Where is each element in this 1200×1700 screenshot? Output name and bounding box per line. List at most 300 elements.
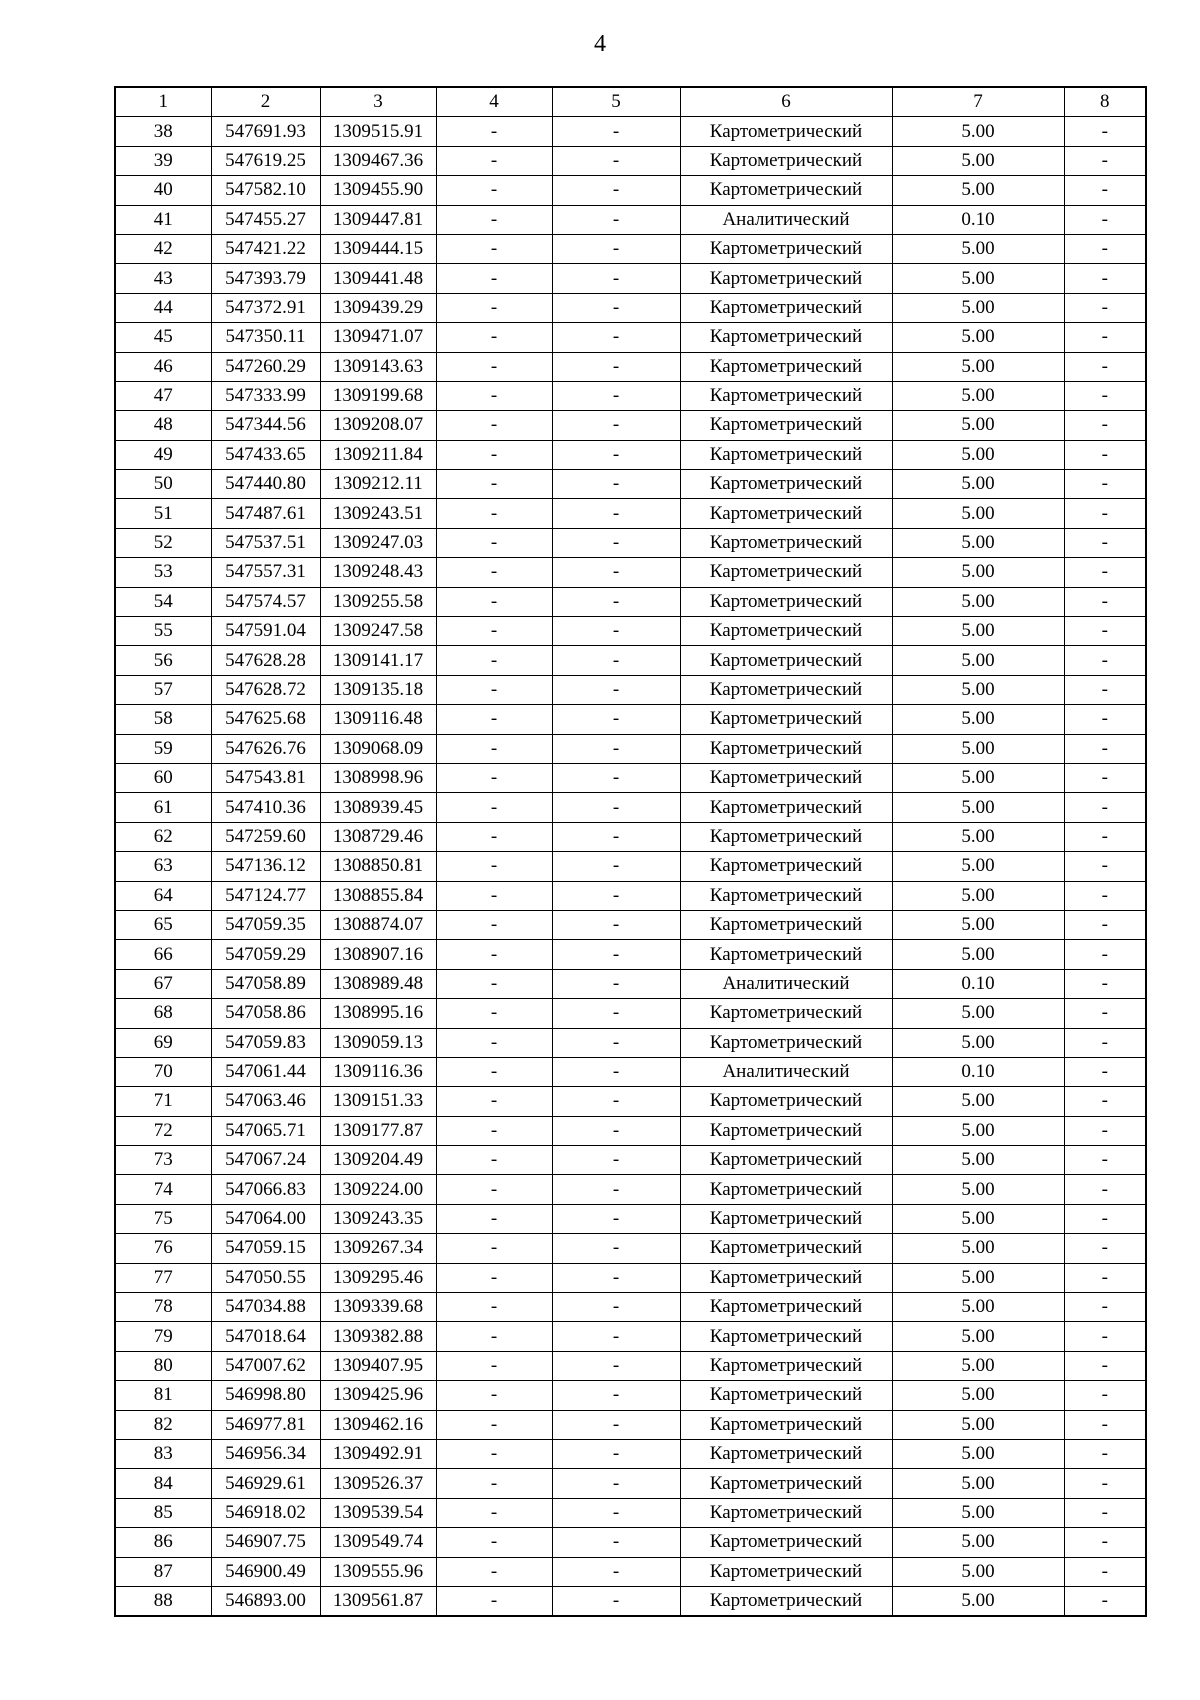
column-8-cell: - bbox=[1064, 1381, 1146, 1410]
column-8-cell: - bbox=[1064, 822, 1146, 851]
column-5-cell: - bbox=[552, 1381, 680, 1410]
column-5-cell: - bbox=[552, 793, 680, 822]
x-coordinate-cell: 547691.93 bbox=[211, 117, 320, 146]
y-coordinate-cell: 1309471.07 bbox=[320, 323, 436, 352]
y-coordinate-cell: 1309492.91 bbox=[320, 1439, 436, 1468]
method-cell: Картометрический bbox=[680, 793, 892, 822]
column-8-cell: - bbox=[1064, 910, 1146, 939]
x-coordinate-cell: 547455.27 bbox=[211, 205, 320, 234]
accuracy-cell: 5.00 bbox=[892, 1528, 1064, 1557]
accuracy-cell: 5.00 bbox=[892, 1175, 1064, 1204]
y-coordinate-cell: 1309224.00 bbox=[320, 1175, 436, 1204]
x-coordinate-cell: 547059.35 bbox=[211, 910, 320, 939]
column-4-cell: - bbox=[436, 411, 552, 440]
method-cell: Картометрический bbox=[680, 470, 892, 499]
y-coordinate-cell: 1309208.07 bbox=[320, 411, 436, 440]
method-cell: Картометрический bbox=[680, 1263, 892, 1292]
column-8-cell: - bbox=[1064, 881, 1146, 910]
x-coordinate-cell: 547059.15 bbox=[211, 1234, 320, 1263]
table-row bbox=[115, 1263, 1146, 1292]
column-8-cell: - bbox=[1064, 1057, 1146, 1086]
accuracy-cell: 5.00 bbox=[892, 1146, 1064, 1175]
accuracy-cell: 5.00 bbox=[892, 176, 1064, 205]
y-coordinate-cell: 1309247.03 bbox=[320, 528, 436, 557]
x-coordinate-cell: 547410.36 bbox=[211, 793, 320, 822]
point-number-cell: 71 bbox=[115, 1087, 211, 1116]
x-coordinate-cell: 547136.12 bbox=[211, 852, 320, 881]
x-coordinate-cell: 547557.31 bbox=[211, 558, 320, 587]
column-5-cell: - bbox=[552, 528, 680, 557]
y-coordinate-cell: 1309143.63 bbox=[320, 352, 436, 381]
column-4-cell: - bbox=[436, 528, 552, 557]
method-cell: Картометрический bbox=[680, 675, 892, 704]
column-number-header: 1 bbox=[115, 87, 211, 117]
page-number: 4 bbox=[594, 31, 606, 57]
method-cell: Картометрический bbox=[680, 1586, 892, 1616]
point-number-cell: 49 bbox=[115, 440, 211, 469]
y-coordinate-cell: 1309439.29 bbox=[320, 293, 436, 322]
column-5-header: 5 bbox=[552, 87, 680, 117]
y-coordinate-cell: 1309243.51 bbox=[320, 499, 436, 528]
accuracy-cell: 5.00 bbox=[892, 352, 1064, 381]
table-row bbox=[115, 411, 1146, 440]
point-number-cell: 61 bbox=[115, 793, 211, 822]
column-4-cell: - bbox=[436, 1439, 552, 1468]
column-5-cell: - bbox=[552, 499, 680, 528]
y-coordinate-cell: 1309555.96 bbox=[320, 1557, 436, 1586]
y-coordinate-cell: 1309444.15 bbox=[320, 234, 436, 263]
y-coordinate-cell: 1309212.11 bbox=[320, 470, 436, 499]
column-5-cell: - bbox=[552, 1116, 680, 1145]
column-8-cell: - bbox=[1064, 587, 1146, 616]
column-8-cell: - bbox=[1064, 1322, 1146, 1351]
column-8-header: 8 bbox=[1064, 87, 1146, 117]
column-8-cell: - bbox=[1064, 1528, 1146, 1557]
column-5-cell: - bbox=[552, 1293, 680, 1322]
column-4-cell: - bbox=[436, 117, 552, 146]
column-5-cell: - bbox=[552, 1557, 680, 1586]
method-cell: Картометрический bbox=[680, 176, 892, 205]
x-coordinate-cell: 547537.51 bbox=[211, 528, 320, 557]
table-row bbox=[115, 1293, 1146, 1322]
table-row bbox=[115, 176, 1146, 205]
method-cell: Картометрический bbox=[680, 234, 892, 263]
table-row bbox=[115, 1498, 1146, 1527]
point-number-cell: 69 bbox=[115, 1028, 211, 1057]
method-cell: Картометрический bbox=[680, 705, 892, 734]
column-5-cell: - bbox=[552, 1586, 680, 1616]
column-5-cell: - bbox=[552, 1204, 680, 1233]
point-number-cell: 73 bbox=[115, 1146, 211, 1175]
point-number-cell: 46 bbox=[115, 352, 211, 381]
table-row bbox=[115, 675, 1146, 704]
column-4-cell: - bbox=[436, 940, 552, 969]
method-cell: Картометрический bbox=[680, 323, 892, 352]
x-coordinate-cell: 547260.29 bbox=[211, 352, 320, 381]
column-5-cell: - bbox=[552, 763, 680, 792]
y-coordinate-cell: 1309204.49 bbox=[320, 1146, 436, 1175]
method-cell: Картометрический bbox=[680, 999, 892, 1028]
table-row bbox=[115, 381, 1146, 410]
table-row bbox=[115, 117, 1146, 146]
column-x-header: 2 bbox=[211, 87, 320, 117]
table-row bbox=[115, 1528, 1146, 1557]
y-coordinate-cell: 1309339.68 bbox=[320, 1293, 436, 1322]
column-5-cell: - bbox=[552, 1322, 680, 1351]
column-4-cell: - bbox=[436, 1087, 552, 1116]
method-cell: Картометрический bbox=[680, 1498, 892, 1527]
column-8-cell: - bbox=[1064, 499, 1146, 528]
accuracy-cell: 5.00 bbox=[892, 705, 1064, 734]
point-number-cell: 44 bbox=[115, 293, 211, 322]
column-4-cell: - bbox=[436, 1381, 552, 1410]
x-coordinate-cell: 547058.89 bbox=[211, 969, 320, 998]
column-8-cell: - bbox=[1064, 264, 1146, 293]
accuracy-cell: 5.00 bbox=[892, 470, 1064, 499]
method-cell: Картометрический bbox=[680, 1293, 892, 1322]
y-coordinate-cell: 1308850.81 bbox=[320, 852, 436, 881]
column-5-cell: - bbox=[552, 734, 680, 763]
y-coordinate-cell: 1308855.84 bbox=[320, 881, 436, 910]
accuracy-cell: 5.00 bbox=[892, 1381, 1064, 1410]
column-5-cell: - bbox=[552, 205, 680, 234]
method-cell: Картометрический bbox=[680, 881, 892, 910]
x-coordinate-cell: 547059.83 bbox=[211, 1028, 320, 1057]
column-4-cell: - bbox=[436, 381, 552, 410]
x-coordinate-cell: 546956.34 bbox=[211, 1439, 320, 1468]
y-coordinate-cell: 1308998.96 bbox=[320, 763, 436, 792]
point-number-cell: 48 bbox=[115, 411, 211, 440]
column-8-cell: - bbox=[1064, 176, 1146, 205]
x-coordinate-cell: 547582.10 bbox=[211, 176, 320, 205]
column-5-cell: - bbox=[552, 822, 680, 851]
point-number-cell: 75 bbox=[115, 1204, 211, 1233]
table-body bbox=[115, 117, 1146, 1616]
accuracy-cell: 5.00 bbox=[892, 1586, 1064, 1616]
accuracy-cell: 5.00 bbox=[892, 1351, 1064, 1380]
method-cell: Картометрический bbox=[680, 558, 892, 587]
method-cell: Картометрический bbox=[680, 1146, 892, 1175]
method-cell: Картометрический bbox=[680, 1116, 892, 1145]
x-coordinate-cell: 546893.00 bbox=[211, 1586, 320, 1616]
column-4-cell: - bbox=[436, 176, 552, 205]
table-row bbox=[115, 1175, 1146, 1204]
y-coordinate-cell: 1309539.54 bbox=[320, 1498, 436, 1527]
y-coordinate-cell: 1309243.35 bbox=[320, 1204, 436, 1233]
column-8-cell: - bbox=[1064, 763, 1146, 792]
column-4-cell: - bbox=[436, 1057, 552, 1086]
method-cell: Картометрический bbox=[680, 852, 892, 881]
x-coordinate-cell: 547344.56 bbox=[211, 411, 320, 440]
column-4-cell: - bbox=[436, 1498, 552, 1527]
column-4-cell: - bbox=[436, 293, 552, 322]
method-cell: Картометрический bbox=[680, 734, 892, 763]
point-number-cell: 77 bbox=[115, 1263, 211, 1292]
accuracy-cell: 5.00 bbox=[892, 763, 1064, 792]
column-8-cell: - bbox=[1064, 734, 1146, 763]
column-4-cell: - bbox=[436, 822, 552, 851]
point-number-cell: 54 bbox=[115, 587, 211, 616]
method-cell: Картометрический bbox=[680, 1028, 892, 1057]
table-row bbox=[115, 587, 1146, 616]
column-8-cell: - bbox=[1064, 440, 1146, 469]
column-4-cell: - bbox=[436, 1028, 552, 1057]
accuracy-cell: 5.00 bbox=[892, 234, 1064, 263]
accuracy-cell: 5.00 bbox=[892, 675, 1064, 704]
x-coordinate-cell: 547063.46 bbox=[211, 1087, 320, 1116]
y-coordinate-cell: 1309255.58 bbox=[320, 587, 436, 616]
accuracy-cell: 5.00 bbox=[892, 1469, 1064, 1498]
column-8-cell: - bbox=[1064, 234, 1146, 263]
x-coordinate-cell: 546998.80 bbox=[211, 1381, 320, 1410]
accuracy-cell: 5.00 bbox=[892, 1557, 1064, 1586]
x-coordinate-cell: 546907.75 bbox=[211, 1528, 320, 1557]
column-4-cell: - bbox=[436, 205, 552, 234]
accuracy-cell: 5.00 bbox=[892, 1087, 1064, 1116]
table-row bbox=[115, 1557, 1146, 1586]
column-4-cell: - bbox=[436, 440, 552, 469]
x-coordinate-cell: 547067.24 bbox=[211, 1146, 320, 1175]
x-coordinate-cell: 546977.81 bbox=[211, 1410, 320, 1439]
x-coordinate-cell: 547619.25 bbox=[211, 146, 320, 175]
point-number-cell: 40 bbox=[115, 176, 211, 205]
table-row bbox=[115, 293, 1146, 322]
y-coordinate-cell: 1309515.91 bbox=[320, 117, 436, 146]
column-4-cell: - bbox=[436, 617, 552, 646]
column-5-cell: - bbox=[552, 176, 680, 205]
point-number-cell: 39 bbox=[115, 146, 211, 175]
table-row bbox=[115, 852, 1146, 881]
y-coordinate-cell: 1308874.07 bbox=[320, 910, 436, 939]
column-8-cell: - bbox=[1064, 705, 1146, 734]
x-coordinate-cell: 547333.99 bbox=[211, 381, 320, 410]
point-number-cell: 45 bbox=[115, 323, 211, 352]
method-cell: Аналитический bbox=[680, 205, 892, 234]
accuracy-cell: 5.00 bbox=[892, 499, 1064, 528]
accuracy-cell: 5.00 bbox=[892, 1234, 1064, 1263]
accuracy-cell: 5.00 bbox=[892, 558, 1064, 587]
column-4-cell: - bbox=[436, 558, 552, 587]
column-8-cell: - bbox=[1064, 352, 1146, 381]
x-coordinate-cell: 547574.57 bbox=[211, 587, 320, 616]
accuracy-cell: 5.00 bbox=[892, 1498, 1064, 1527]
y-coordinate-cell: 1309447.81 bbox=[320, 205, 436, 234]
table-row bbox=[115, 1028, 1146, 1057]
y-coordinate-cell: 1309267.34 bbox=[320, 1234, 436, 1263]
method-cell: Аналитический bbox=[680, 1057, 892, 1086]
column-5-cell: - bbox=[552, 117, 680, 146]
method-cell: Картометрический bbox=[680, 1234, 892, 1263]
column-4-cell: - bbox=[436, 763, 552, 792]
point-number-cell: 86 bbox=[115, 1528, 211, 1557]
column-8-cell: - bbox=[1064, 528, 1146, 557]
column-8-cell: - bbox=[1064, 1234, 1146, 1263]
table-row bbox=[115, 1146, 1146, 1175]
x-coordinate-cell: 547058.86 bbox=[211, 999, 320, 1028]
point-number-cell: 51 bbox=[115, 499, 211, 528]
method-cell: Картометрический bbox=[680, 352, 892, 381]
table-row bbox=[115, 969, 1146, 998]
column-5-cell: - bbox=[552, 881, 680, 910]
column-8-cell: - bbox=[1064, 146, 1146, 175]
method-cell: Картометрический bbox=[680, 646, 892, 675]
table-row bbox=[115, 558, 1146, 587]
accuracy-cell: 0.10 bbox=[892, 1057, 1064, 1086]
column-4-cell: - bbox=[436, 499, 552, 528]
accuracy-cell: 5.00 bbox=[892, 587, 1064, 616]
column-y-header: 3 bbox=[320, 87, 436, 117]
column-8-cell: - bbox=[1064, 1557, 1146, 1586]
y-coordinate-cell: 1308729.46 bbox=[320, 822, 436, 851]
table-row bbox=[115, 793, 1146, 822]
table-row bbox=[115, 999, 1146, 1028]
column-4-cell: - bbox=[436, 1410, 552, 1439]
table-row bbox=[115, 264, 1146, 293]
x-coordinate-cell: 547018.64 bbox=[211, 1322, 320, 1351]
method-cell: Картометрический bbox=[680, 1204, 892, 1233]
accuracy-cell: 5.00 bbox=[892, 381, 1064, 410]
column-5-cell: - bbox=[552, 1175, 680, 1204]
column-4-cell: - bbox=[436, 1586, 552, 1616]
column-4-cell: - bbox=[436, 1175, 552, 1204]
point-number-cell: 66 bbox=[115, 940, 211, 969]
method-cell: Картометрический bbox=[680, 1381, 892, 1410]
method-cell: Картометрический bbox=[680, 1175, 892, 1204]
accuracy-cell: 5.00 bbox=[892, 793, 1064, 822]
y-coordinate-cell: 1309561.87 bbox=[320, 1586, 436, 1616]
column-5-cell: - bbox=[552, 910, 680, 939]
column-4-cell: - bbox=[436, 969, 552, 998]
column-5-cell: - bbox=[552, 587, 680, 616]
y-coordinate-cell: 1309295.46 bbox=[320, 1263, 436, 1292]
accuracy-cell: 5.00 bbox=[892, 293, 1064, 322]
column-8-cell: - bbox=[1064, 675, 1146, 704]
accuracy-cell: 5.00 bbox=[892, 1263, 1064, 1292]
column-4-header: 4 bbox=[436, 87, 552, 117]
table-row bbox=[115, 705, 1146, 734]
column-4-cell: - bbox=[436, 646, 552, 675]
column-5-cell: - bbox=[552, 323, 680, 352]
method-cell: Картометрический bbox=[680, 411, 892, 440]
column-8-cell: - bbox=[1064, 852, 1146, 881]
column-8-cell: - bbox=[1064, 1439, 1146, 1468]
x-coordinate-cell: 547487.61 bbox=[211, 499, 320, 528]
column-4-cell: - bbox=[436, 793, 552, 822]
point-number-cell: 74 bbox=[115, 1175, 211, 1204]
table-row bbox=[115, 323, 1146, 352]
column-8-cell: - bbox=[1064, 1351, 1146, 1380]
table-row bbox=[115, 940, 1146, 969]
x-coordinate-cell: 547034.88 bbox=[211, 1293, 320, 1322]
y-coordinate-cell: 1309467.36 bbox=[320, 146, 436, 175]
column-4-cell: - bbox=[436, 264, 552, 293]
method-cell: Картометрический bbox=[680, 1322, 892, 1351]
point-number-cell: 67 bbox=[115, 969, 211, 998]
table-row bbox=[115, 1057, 1146, 1086]
column-5-cell: - bbox=[552, 558, 680, 587]
point-number-cell: 87 bbox=[115, 1557, 211, 1586]
column-4-cell: - bbox=[436, 1557, 552, 1586]
accuracy-cell: 5.00 bbox=[892, 881, 1064, 910]
table-row bbox=[115, 528, 1146, 557]
column-accuracy-header: 7 bbox=[892, 87, 1064, 117]
method-cell: Картометрический bbox=[680, 1410, 892, 1439]
column-5-cell: - bbox=[552, 705, 680, 734]
point-number-cell: 84 bbox=[115, 1469, 211, 1498]
table-row bbox=[115, 910, 1146, 939]
method-cell: Картометрический bbox=[680, 499, 892, 528]
column-5-cell: - bbox=[552, 1528, 680, 1557]
column-5-cell: - bbox=[552, 470, 680, 499]
column-8-cell: - bbox=[1064, 117, 1146, 146]
x-coordinate-cell: 547350.11 bbox=[211, 323, 320, 352]
column-5-cell: - bbox=[552, 675, 680, 704]
x-coordinate-cell: 547065.71 bbox=[211, 1116, 320, 1145]
method-cell: Картометрический bbox=[680, 617, 892, 646]
x-coordinate-cell: 547393.79 bbox=[211, 264, 320, 293]
y-coordinate-cell: 1309116.48 bbox=[320, 705, 436, 734]
y-coordinate-cell: 1309455.90 bbox=[320, 176, 436, 205]
point-number-cell: 41 bbox=[115, 205, 211, 234]
x-coordinate-cell: 547259.60 bbox=[211, 822, 320, 851]
method-cell: Картометрический bbox=[680, 1087, 892, 1116]
table-row bbox=[115, 1469, 1146, 1498]
y-coordinate-cell: 1309425.96 bbox=[320, 1381, 436, 1410]
column-4-cell: - bbox=[436, 470, 552, 499]
method-cell: Картометрический bbox=[680, 1439, 892, 1468]
x-coordinate-cell: 547625.68 bbox=[211, 705, 320, 734]
x-coordinate-cell: 547440.80 bbox=[211, 470, 320, 499]
column-8-cell: - bbox=[1064, 470, 1146, 499]
point-number-cell: 60 bbox=[115, 763, 211, 792]
table-row bbox=[115, 881, 1146, 910]
y-coordinate-cell: 1309151.33 bbox=[320, 1087, 436, 1116]
table-row bbox=[115, 1234, 1146, 1263]
column-5-cell: - bbox=[552, 1498, 680, 1527]
accuracy-cell: 5.00 bbox=[892, 1293, 1064, 1322]
table-row bbox=[115, 1087, 1146, 1116]
column-5-cell: - bbox=[552, 440, 680, 469]
method-cell: Картометрический bbox=[680, 1351, 892, 1380]
column-5-cell: - bbox=[552, 264, 680, 293]
x-coordinate-cell: 547066.83 bbox=[211, 1175, 320, 1204]
column-8-cell: - bbox=[1064, 1116, 1146, 1145]
column-5-cell: - bbox=[552, 617, 680, 646]
table-row bbox=[115, 205, 1146, 234]
column-4-cell: - bbox=[436, 1204, 552, 1233]
accuracy-cell: 0.10 bbox=[892, 205, 1064, 234]
accuracy-cell: 5.00 bbox=[892, 1116, 1064, 1145]
method-cell: Картометрический bbox=[680, 822, 892, 851]
accuracy-cell: 5.00 bbox=[892, 852, 1064, 881]
column-4-cell: - bbox=[436, 587, 552, 616]
table-row bbox=[115, 763, 1146, 792]
point-number-cell: 52 bbox=[115, 528, 211, 557]
column-5-cell: - bbox=[552, 1028, 680, 1057]
y-coordinate-cell: 1309549.74 bbox=[320, 1528, 436, 1557]
method-cell: Картометрический bbox=[680, 117, 892, 146]
accuracy-cell: 5.00 bbox=[892, 910, 1064, 939]
point-number-cell: 55 bbox=[115, 617, 211, 646]
accuracy-cell: 5.00 bbox=[892, 734, 1064, 763]
column-8-cell: - bbox=[1064, 411, 1146, 440]
point-number-cell: 38 bbox=[115, 117, 211, 146]
column-5-cell: - bbox=[552, 1351, 680, 1380]
accuracy-cell: 0.10 bbox=[892, 969, 1064, 998]
column-8-cell: - bbox=[1064, 646, 1146, 675]
column-8-cell: - bbox=[1064, 1146, 1146, 1175]
x-coordinate-cell: 547628.28 bbox=[211, 646, 320, 675]
